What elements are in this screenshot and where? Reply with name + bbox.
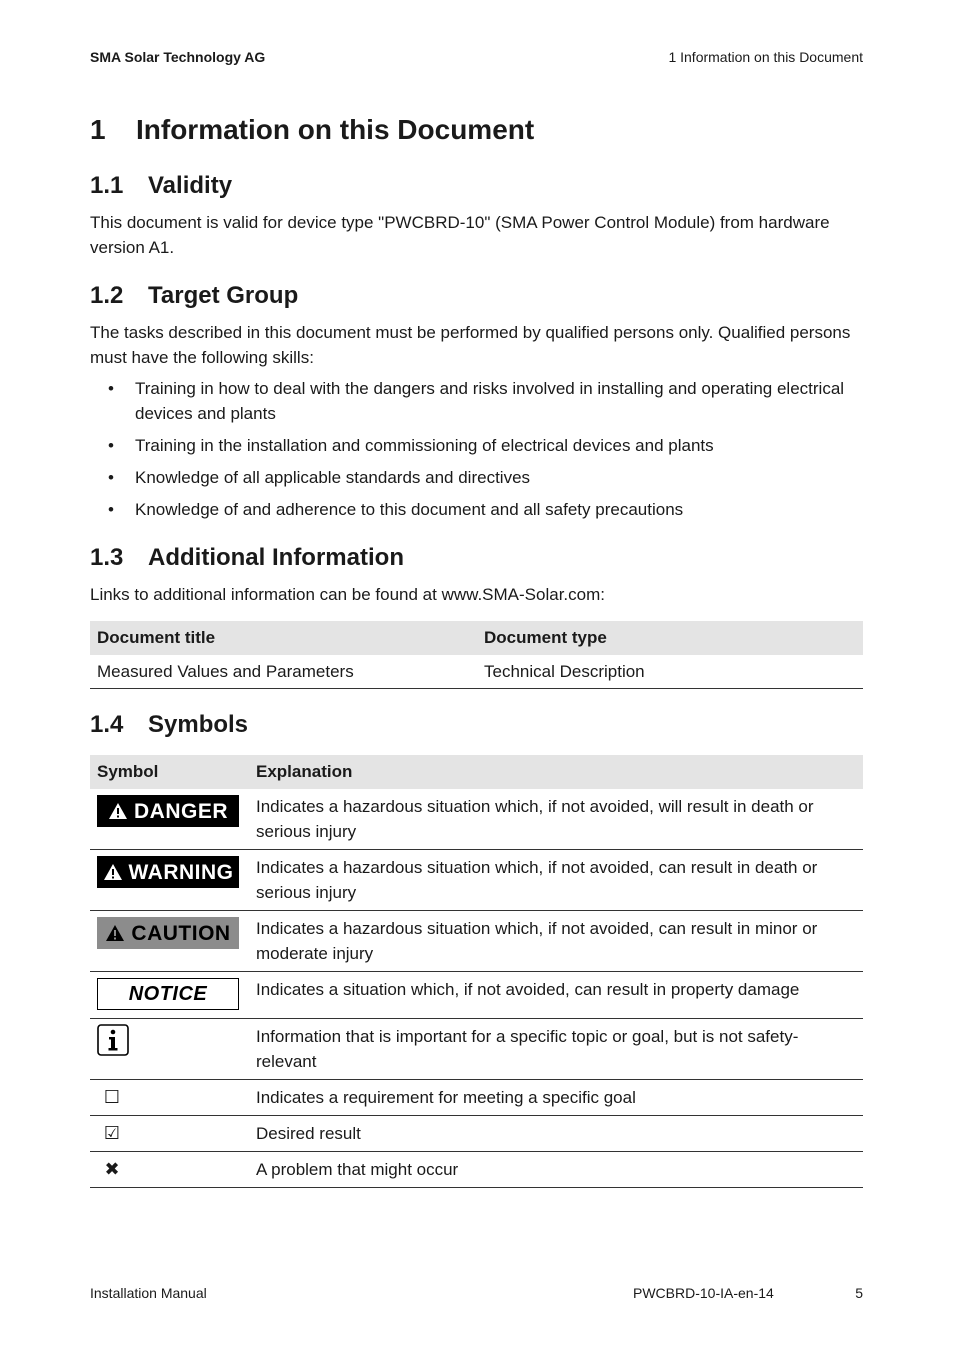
section-symbols	[90, 709, 863, 1188]
column-header: Symbol	[90, 755, 249, 789]
cross-icon: ✖	[104, 1159, 120, 1179]
page-header	[90, 49, 863, 65]
badge-label: CAUTION	[131, 921, 231, 945]
table-row	[90, 1019, 863, 1080]
section-title: Additional Information	[148, 544, 404, 571]
table-cell: Desired result	[249, 1116, 863, 1152]
section-number: 1.3	[90, 544, 124, 571]
warning-triangle-icon	[103, 863, 123, 881]
table-row	[90, 1116, 863, 1152]
section-number: 1.1	[90, 172, 124, 199]
checkbox-checked-icon: ☑	[103, 1123, 121, 1143]
list-item: • Training in the installation and commissioning of electrical devices and plants	[90, 433, 863, 458]
warning-badge	[97, 856, 239, 888]
section-title: Validity	[148, 172, 233, 199]
validity-text: This document is valid for device type "PWCBRD-10" (SMA Power Control Module) from hardware version A1.	[90, 213, 830, 257]
manual-name: Installation Manual	[90, 1285, 207, 1301]
table-row	[90, 655, 863, 689]
section-validity	[90, 170, 863, 260]
chapter-reference: 1 Information on this Document	[668, 49, 863, 65]
table-cell: Indicates a requirement for meeting a specific goal	[249, 1080, 863, 1116]
section-title: Target Group	[148, 282, 299, 309]
table-cell: A problem that might occur	[249, 1152, 863, 1188]
table-row	[90, 911, 863, 972]
chapter-number: 1	[90, 114, 106, 145]
list-item: • Knowledge of and adherence to this document and all safety precautions	[90, 497, 863, 522]
checkbox-empty-icon: ☐	[103, 1087, 121, 1107]
danger-badge	[97, 795, 239, 827]
chapter-title-text: Information on this Document	[136, 114, 535, 145]
badge-label: WARNING	[128, 860, 234, 884]
table-cell: Measured Values and Parameters	[90, 655, 477, 689]
additional-info-text: Links to additional information can be found at www.SMA-Solar.com:	[90, 585, 605, 604]
column-header: Explanation	[249, 755, 863, 789]
section-target-group	[90, 280, 863, 522]
section-heading	[90, 280, 863, 312]
table-cell: Indicates a situation which, if not avoided, can result in property damage	[249, 972, 863, 1019]
column-header: Document type	[477, 621, 863, 655]
section-number: 1.2	[90, 282, 124, 309]
section-heading	[90, 542, 863, 574]
table-row	[90, 850, 863, 911]
table-cell: Indicates a hazardous situation which, if not avoided, can result in minor or moderate injury	[249, 911, 863, 972]
section-additional-information	[90, 542, 863, 689]
table-row	[90, 789, 863, 850]
table-header-row	[90, 755, 863, 789]
caution-badge	[97, 917, 239, 949]
table-row	[90, 1152, 863, 1188]
warning-triangle-icon	[105, 924, 125, 942]
table-cell: Indicates a hazardous situation which, if not avoided, will result in death or serious injury	[249, 789, 863, 850]
column-header: Document title	[90, 621, 477, 655]
section-title: Symbols	[148, 711, 249, 738]
badge-label: NOTICE	[128, 982, 208, 1005]
notice-badge	[97, 978, 239, 1010]
section-heading	[90, 170, 863, 202]
table-cell: Indicates a hazardous situation which, if not avoided, can result in death or serious injury	[249, 850, 863, 911]
badge-label: DANGER	[133, 799, 228, 823]
info-icon	[97, 1024, 242, 1056]
page-number: 5	[855, 1285, 863, 1301]
warning-triangle-icon	[108, 802, 128, 820]
section-heading	[90, 709, 863, 741]
table-row	[90, 1080, 863, 1116]
target-group-text: The tasks described in this document must be performed by qualified persons only. Qualified persons must have the following skills:	[90, 323, 851, 367]
list-item: • Training in how to deal with the dangers and risks involved in installing and operating electrical devices and plants	[90, 376, 863, 426]
table-header-row	[90, 621, 863, 655]
page-footer	[90, 1285, 863, 1301]
table-cell: Technical Description	[477, 655, 863, 689]
list-item: • Knowledge of all applicable standards and directives	[90, 465, 863, 490]
document-number: PWCBRD-10-IA-en-14	[633, 1285, 774, 1301]
document-table	[90, 621, 863, 689]
symbols-table	[90, 755, 863, 1188]
skills-list	[90, 376, 863, 522]
table-row	[90, 972, 863, 1019]
chapter-title	[90, 108, 863, 152]
page-content	[90, 108, 863, 1188]
company-name: SMA Solar Technology AG	[90, 49, 266, 65]
table-cell: Information that is important for a specific topic or goal, but is not safety-relevant	[249, 1019, 863, 1080]
section-number: 1.4	[90, 711, 124, 738]
